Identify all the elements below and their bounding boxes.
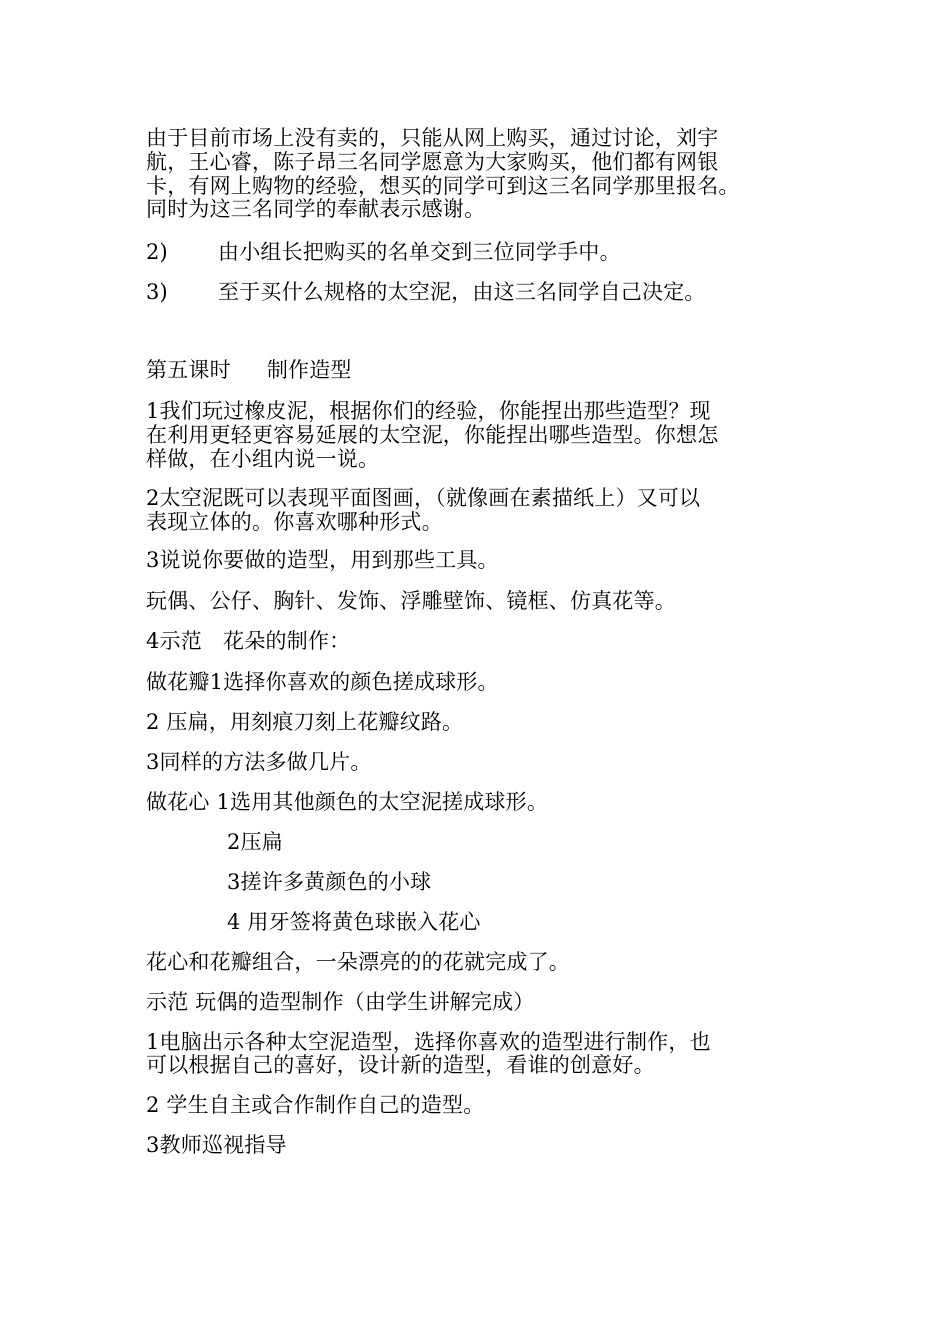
item-number: 2) [146,240,168,264]
para2-line-2: 表现立体的。你喜欢哪种形式。 [146,510,443,534]
petal-step-1: 做花瓣1选择你喜欢的颜色搓成球形。 [146,670,499,694]
heart-step-4: 4 用牙签将黄色球嵌入花心 [227,910,481,934]
lesson-topic: 制作造型 [266,358,352,382]
item-text: 至于买什么规格的太空泥，由这三名同学自己决定。 [218,280,706,304]
petal-step-3: 3同样的方法多做几片。 [146,750,372,774]
intro-line-2: 航，王心睿，陈子昂三名同学愿意为大家购买，他们都有网银 [146,150,719,174]
demo-text: 示范 玩偶的造型制作（由学生讲解完成） [146,990,535,1014]
final1-line-2: 可以根据自己的喜好，设计新的造型，看谁的创意好。 [146,1053,655,1077]
item-text: 由小组长把购买的名单交到三位同学手中。 [218,240,621,264]
petal-step-2: 2 压扁，用刻痕刀刻上花瓣纹路。 [146,710,464,734]
combine-text: 花心和花瓣组合，一朵漂亮的的花就完成了。 [146,950,570,974]
final3: 3教师巡视指导 [146,1133,287,1157]
final1-line-1: 1电脑出示各种太空泥造型，选择你喜欢的造型进行制作，也 [146,1030,711,1054]
numbered-item-3 [146,280,706,304]
para5: 4示范 花朵的制作： [146,629,351,653]
section-title [146,358,352,382]
intro-line-3: 卡，有网上购物的经验，想买的同学可到这三名同学那里报名。 [146,174,740,198]
heart-step-1: 做花心 1选用其他颜色的太空泥搓成球形。 [146,790,549,814]
final2: 2 学生自主或合作制作自己的造型。 [146,1093,485,1117]
para1-line-1: 1我们玩过橡皮泥，根据你们的经验，你能捏出那些造型？现 [146,399,711,423]
para1-line-3: 样做，在小组内说一说。 [146,447,380,471]
intro-line-1: 由于目前市场上没有卖的，只能从网上购买，通过讨论，刘宇 [146,126,719,150]
para4: 玩偶、公仔、胸针、发饰、浮雕壁饰、镜框、仿真花等。 [146,589,676,613]
heart-step-3: 3搓许多黄颜色的小球 [227,870,432,894]
intro-line-4: 同时为这三名同学的奉献表示感谢。 [146,197,486,221]
para3: 3说说你要做的造型，用到那些工具。 [146,548,499,572]
lesson-label: 第五课时 [146,358,231,382]
para1-line-2: 在利用更轻更容易延展的太空泥，你能捏出哪些造型。你想怎 [146,423,719,447]
heart-step-2: 2压扁 [227,830,283,854]
para2-line-1: 2太空泥既可以表现平面图画，（就像画在素描纸上）又可以 [146,486,701,510]
item-number: 3) [146,280,168,304]
numbered-item-2 [146,240,621,264]
